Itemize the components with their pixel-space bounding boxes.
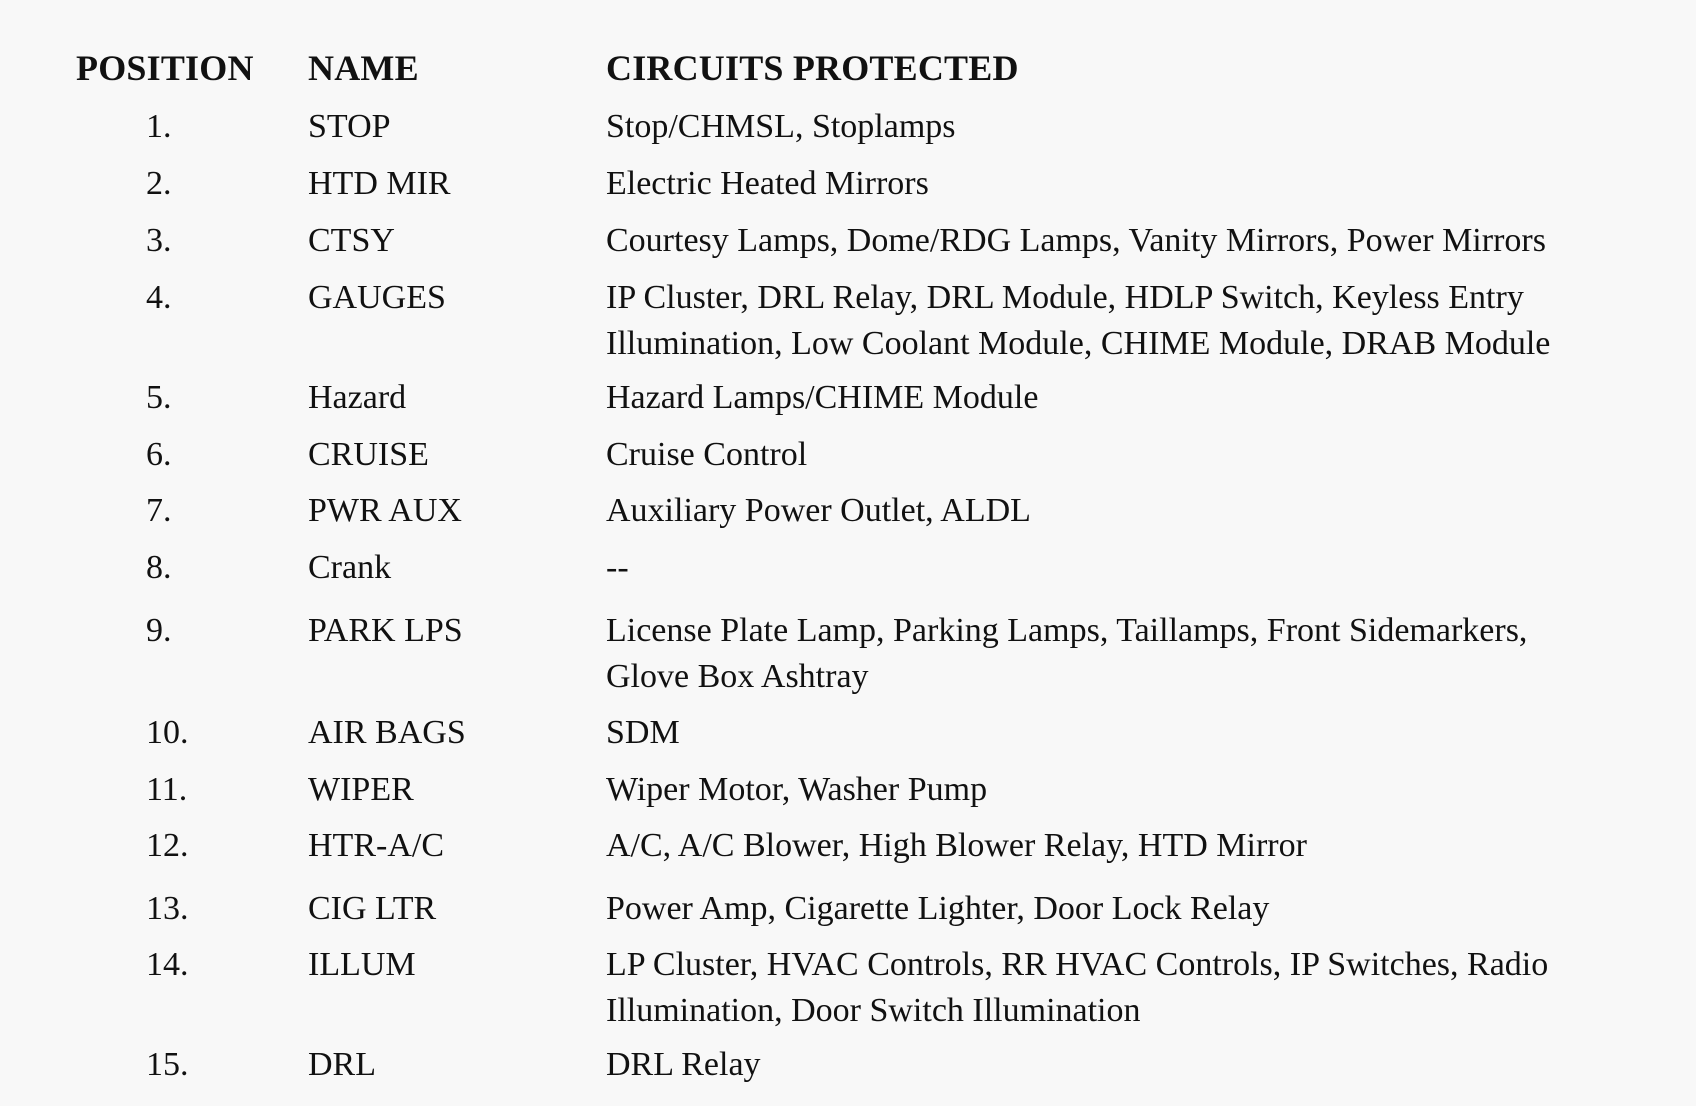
position-number: 15. — [146, 1046, 189, 1083]
position-number: 1. — [146, 108, 172, 145]
circuits-protected — [606, 432, 1646, 478]
position-number: 8. — [146, 549, 172, 586]
fuse-name: ILLUM — [308, 946, 416, 983]
circuits-protected — [606, 886, 1646, 932]
circuits-protected — [606, 275, 1646, 367]
circuits-protected — [606, 710, 1646, 756]
circuits-protected — [606, 104, 1646, 150]
position-number: 9. — [146, 612, 172, 649]
circuits-line: -- — [606, 549, 629, 586]
fuse-name: CTSY — [308, 222, 395, 259]
circuits-protected — [606, 545, 1646, 591]
circuits-line: Glove Box Ashtray — [606, 658, 869, 695]
position-number: 10. — [146, 714, 189, 751]
circuits-protected — [606, 1042, 1646, 1088]
position-number: 13. — [146, 890, 189, 927]
position-number: 5. — [146, 379, 172, 416]
position-number: 12. — [146, 827, 189, 864]
position-number: 2. — [146, 165, 172, 202]
position-number: 4. — [146, 279, 172, 316]
circuits-line: Auxiliary Power Outlet, ALDL — [606, 492, 1031, 529]
circuits-line: Stop/CHMSL, Stoplamps — [606, 108, 956, 145]
circuits-protected — [606, 608, 1646, 700]
circuits-protected — [606, 161, 1646, 207]
position-number: 11. — [146, 771, 188, 808]
position-number: 3. — [146, 222, 172, 259]
position-number: 14. — [146, 946, 189, 983]
circuits-line: DRL Relay — [606, 1046, 761, 1083]
circuits-protected — [606, 942, 1646, 1034]
circuits-line: IP Cluster, DRL Relay, DRL Module, HDLP Switch, Keyless Entry — [606, 279, 1524, 316]
circuits-line: A/C, A/C Blower, High Blower Relay, HTD Mirror — [606, 827, 1307, 864]
circuits-line: Electric Heated Mirrors — [606, 165, 929, 202]
header-circuits-protected: CIRCUITS PROTECTED — [606, 48, 1019, 88]
circuits-line: SDM — [606, 714, 680, 751]
fuse-name: CIG LTR — [308, 890, 437, 927]
circuits-line: Hazard Lamps/CHIME Module — [606, 379, 1039, 416]
fuse-name: HTD MIR — [308, 165, 451, 202]
circuits-line: Illumination, Door Switch Illumination — [606, 992, 1141, 1029]
circuits-protected — [606, 488, 1646, 534]
circuits-line: Power Amp, Cigarette Lighter, Door Lock Relay — [606, 890, 1270, 927]
circuits-line: Courtesy Lamps, Dome/RDG Lamps, Vanity Mirrors, Power Mirrors — [606, 222, 1546, 259]
fuse-name: PARK LPS — [308, 612, 463, 649]
fuse-name: CRUISE — [308, 436, 429, 473]
fuse-name: Hazard — [308, 379, 407, 416]
header-position: POSITION — [76, 48, 254, 88]
circuits-line: Illumination, Low Coolant Module, CHIME Module, DRAB Module — [606, 325, 1551, 362]
circuits-line: LP Cluster, HVAC Controls, RR HVAC Controls, IP Switches, Radio — [606, 946, 1549, 983]
fuse-name: AIR BAGS — [308, 714, 466, 751]
circuits-line: Cruise Control — [606, 436, 808, 473]
fuse-name: WIPER — [308, 771, 414, 808]
circuits-protected — [606, 375, 1646, 421]
fuse-name: STOP — [308, 108, 391, 145]
fuse-name: HTR-A/C — [308, 827, 444, 864]
fuse-name: Crank — [308, 549, 392, 586]
fuse-name: PWR AUX — [308, 492, 462, 529]
circuits-line: License Plate Lamp, Parking Lamps, Taillamps, Front Sidemarkers, — [606, 612, 1528, 649]
position-number: 6. — [146, 436, 172, 473]
fuse-name: GAUGES — [308, 279, 446, 316]
circuits-line: Wiper Motor, Washer Pump — [606, 771, 988, 808]
header-name: NAME — [308, 48, 419, 88]
position-number: 7. — [146, 492, 172, 529]
fuse-name: DRL — [308, 1046, 376, 1083]
circuits-protected — [606, 218, 1646, 264]
circuits-protected — [606, 767, 1646, 813]
circuits-protected — [606, 823, 1646, 869]
